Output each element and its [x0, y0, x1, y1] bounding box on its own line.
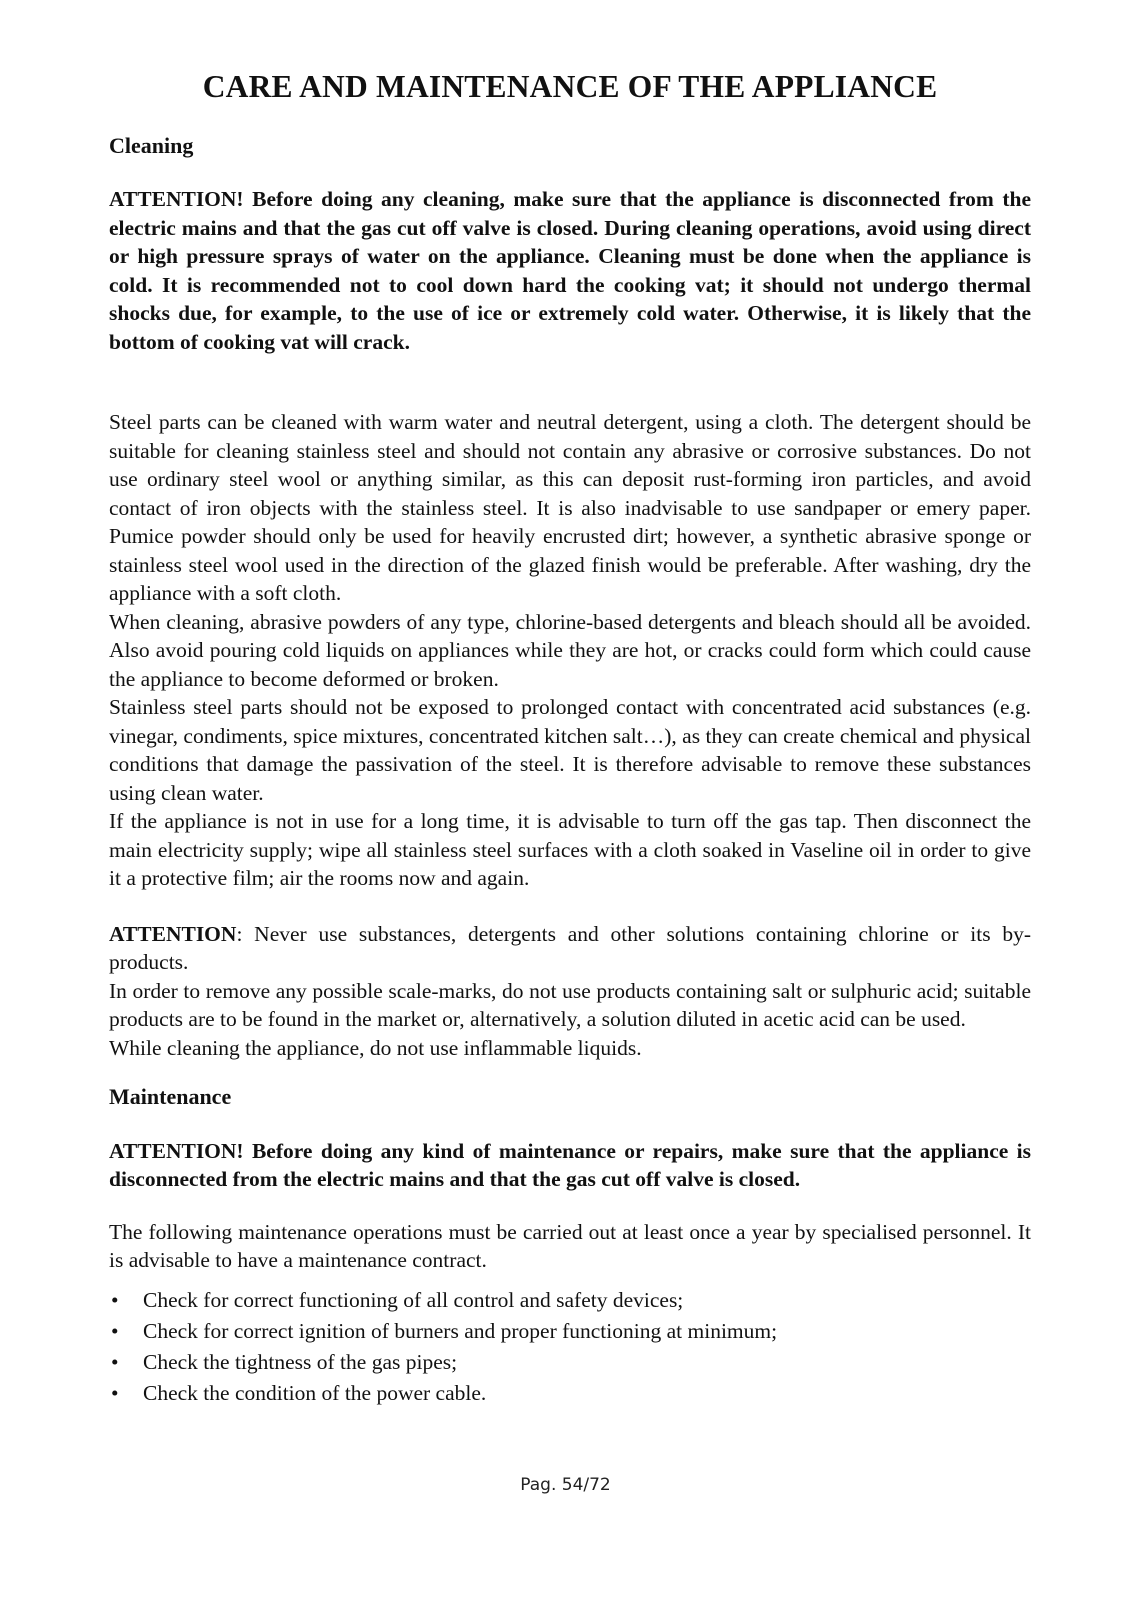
paragraph-acid-substances: Stainless steel parts should not be exposed to prolonged contact with concentrated acid substances (e.g. vinegar, condiments, spice mixtures, concentrated kitchen salt…), as they can create chemical and physical conditions that damage the passivation of the steel. It is therefore advisable to remove these substances using clean water.	[109, 695, 1031, 805]
paragraph-long-inactivity: If the appliance is not in use for a long time, it is advisable to turn off the gas tap. Then disconnect the main electricity supply; wipe all stainless steel surfaces with a cloth soaked in Vaseline oil in order to give it a protective film; air the rooms now and again.	[109, 809, 1031, 891]
list-item	[109, 1347, 1031, 1378]
page-title: CARE AND MAINTENANCE OF THE APPLIANCE	[202, 69, 938, 104]
section-heading-maintenance: Maintenance	[109, 1084, 232, 1110]
document-page	[109, 0, 1031, 1409]
list-item-text: Check for correct ignition of burners and proper functioning at minimum;	[143, 1318, 778, 1343]
bullet-icon: •	[111, 1318, 119, 1343]
section-heading-cleaning: Cleaning	[109, 132, 194, 158]
list-item-text: Check the tightness of the gas pipes;	[143, 1349, 458, 1374]
attention-text: : Never use substances, detergents and other solutions containing chlorine or its by-products.	[109, 921, 1031, 975]
paragraph-inflammable: While cleaning the appliance, do not use inflammable liquids.	[109, 1035, 642, 1060]
bullet-icon: •	[111, 1287, 119, 1312]
page-number: Pag. 54/72	[520, 1475, 611, 1495]
list-item	[109, 1316, 1031, 1347]
cleaning-warning: ATTENTION! Before doing any cleaning, make sure that the appliance is disconnected from the electric mains and that the gas cut off valve is closed. During cleaning operations, avoid using direct or high pressure sprays of water on the appliance. Cleaning must be done when the appliance is cold. It is recommended not to cool down hard the cooking vat; it should not undergo thermal shocks due, for example, to the use of ice or extremely cold water. Otherwise, it is likely that the bottom of cooking vat will crack.	[109, 187, 1031, 354]
chlorine-attention-note	[109, 920, 1031, 977]
paragraph-abrasive-powders: When cleaning, abrasive powders of any type, chlorine-based detergents and bleach should all be avoided. Also avoid pouring cold liquids on appliances while they are hot, or cracks could form which could cause the appliance to become deformed or broken.	[109, 609, 1031, 691]
list-item-text: Check the condition of the power cable.	[143, 1380, 487, 1405]
list-item	[109, 1378, 1031, 1409]
bullet-icon: •	[111, 1349, 119, 1374]
paragraph-steel-parts: Steel parts can be cleaned with warm water and neutral detergent, using a cloth. The detergent should be suitable for cleaning stainless steel and should not contain any abrasive or corrosive substances. Do not use ordinary steel wool or anything similar, as this can deposit rust-forming iron particles, and avoid contact of iron objects with the stainless steel. It is also inadvisable to use sandpaper or emery paper. Pumice powder should only be used for heavily encrusted dirt; however, a synthetic abrasive sponge or stainless steel wool used in the direction of the glazed finish would be preferable. After washing, dry the appliance with a soft cloth.	[109, 410, 1031, 606]
maintenance-warning: ATTENTION! Before doing any kind of maintenance or repairs, make sure that the appliance is disconnected from the electric mains and that the gas cut off valve is closed.	[109, 1138, 1031, 1192]
maintenance-intro: The following maintenance operations must be carried out at least once a year by specialised personnel. It is advisable to have a maintenance contract.	[109, 1219, 1031, 1273]
bullet-icon: •	[111, 1380, 119, 1405]
attention-label: ATTENTION	[109, 921, 237, 946]
list-item-text: Check for correct functioning of all control and safety devices;	[143, 1287, 684, 1312]
maintenance-checklist	[109, 1285, 1031, 1409]
list-item	[109, 1285, 1031, 1316]
paragraph-scale-marks: In order to remove any possible scale-marks, do not use products containing salt or sulphuric acid; suitable products are to be found in the market or, alternatively, a solution diluted in acetic acid can be used.	[109, 978, 1031, 1032]
